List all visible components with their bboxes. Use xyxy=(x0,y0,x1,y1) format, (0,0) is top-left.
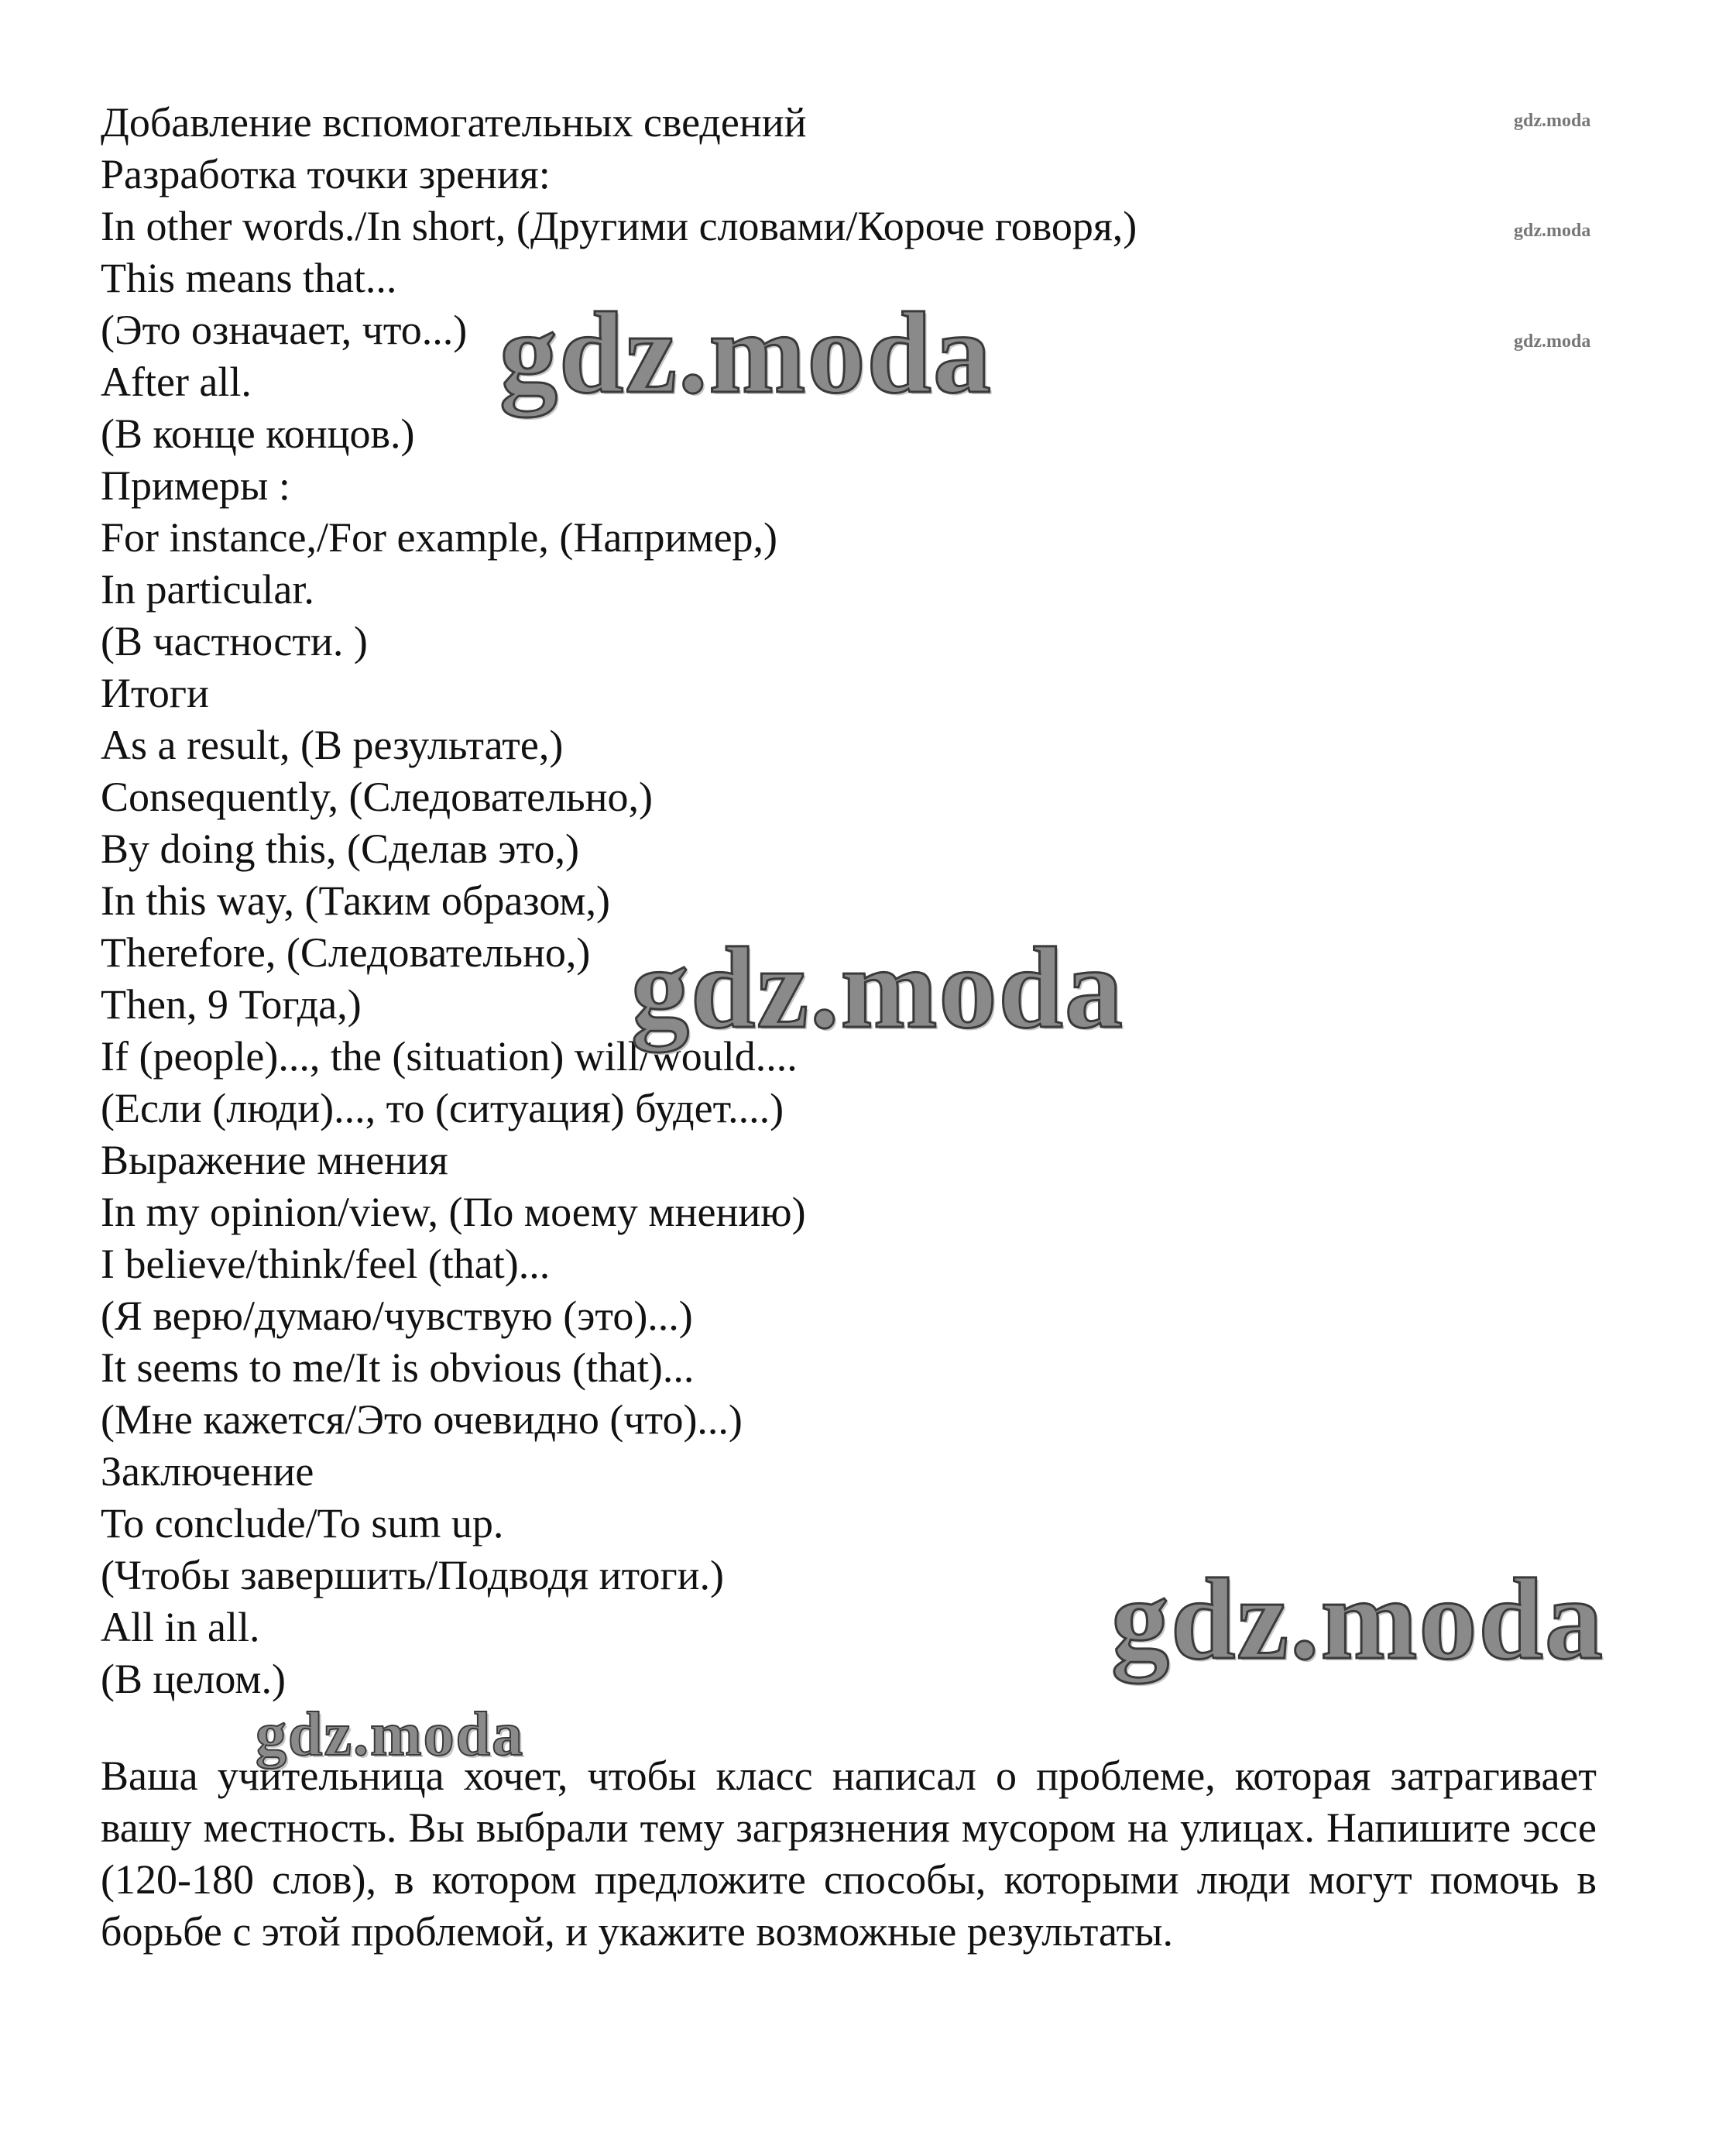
phrase-line: Consequently, (Следовательно,) xyxy=(101,774,654,820)
phrase-line: (Мне кажется/Это очевидно (что)...) xyxy=(101,1396,743,1443)
watermark-large: gdz.moda xyxy=(1111,1555,1604,1684)
phrase-line: Разработка точки зрения: xyxy=(101,151,551,197)
phrase-line: In other words./In short, (Другими словами/Короче говоря,) xyxy=(101,203,1137,249)
watermark-large: gdz.moda xyxy=(256,1701,525,1769)
phrase-line: For instance,/For example, (Например,) xyxy=(101,514,778,561)
phrase-line: (В целом.) xyxy=(101,1656,286,1702)
phrase-line: (В конце концов.) xyxy=(101,410,415,457)
phrase-line: By doing this, (Сделав это,) xyxy=(101,826,579,872)
phrase-line: In particular. xyxy=(101,566,314,613)
phrase-line: As a result, (В результате,) xyxy=(101,722,564,768)
watermark-small: gdz.moda xyxy=(1514,111,1591,131)
phrase-line: Итоги xyxy=(101,670,209,716)
phrase-line: (В частности. ) xyxy=(101,618,368,664)
phrase-line: After all. xyxy=(101,359,252,405)
phrase-line: To conclude/To sum up. xyxy=(101,1500,504,1547)
phrase-line: (Я верю/думаю/чувствую (это)...) xyxy=(101,1292,693,1339)
phrase-line: Therefore, (Следовательно,) xyxy=(101,929,591,976)
phrase-line: Then, 9 Тогда,) xyxy=(101,981,362,1028)
watermark-large: gdz.moda xyxy=(499,289,993,417)
phrase-line: In my opinion/view, (По моему мнению) xyxy=(101,1189,806,1235)
phrase-line: Выражение мнения xyxy=(101,1137,448,1183)
phrase-line: I believe/think/feel (that)... xyxy=(101,1241,551,1287)
watermark-small: gdz.moda xyxy=(1514,331,1591,352)
watermark-large: gdz.moda xyxy=(631,924,1124,1052)
phrase-line: (Это означает, что...) xyxy=(101,307,468,353)
phrase-line: All in all. xyxy=(101,1604,260,1650)
phrase-line: (Чтобы завершить/Подводя итоги.) xyxy=(101,1552,724,1598)
task-paragraph: Ваша учительница хочет, чтобы класс написал о проблеме, которая затрагивает вашу местность. Вы выбрали тему загрязнения мусором на улицах. Напишите эссе (120-180 слов), в котором предложите способы, которыми люди могут помочь в борьбе с этой проблемой, и укажите возможные результаты. xyxy=(101,1752,1597,1955)
phrase-line: This means that... xyxy=(101,255,397,301)
phrase-line: Добавление вспомогательных сведений xyxy=(101,99,807,146)
phrase-line: Заключение xyxy=(101,1448,314,1495)
watermark-small: gdz.moda xyxy=(1514,221,1591,241)
phrase-line: If (people)..., the (situation) will/would.... xyxy=(101,1033,798,1080)
phrase-line: Примеры : xyxy=(101,462,290,509)
phrase-line: It seems to me/It is obvious (that)... xyxy=(101,1344,695,1391)
phrase-line: (Если (люди)..., то (ситуация) будет....) xyxy=(101,1085,784,1131)
phrase-line: In this way, (Таким образом,) xyxy=(101,877,610,924)
